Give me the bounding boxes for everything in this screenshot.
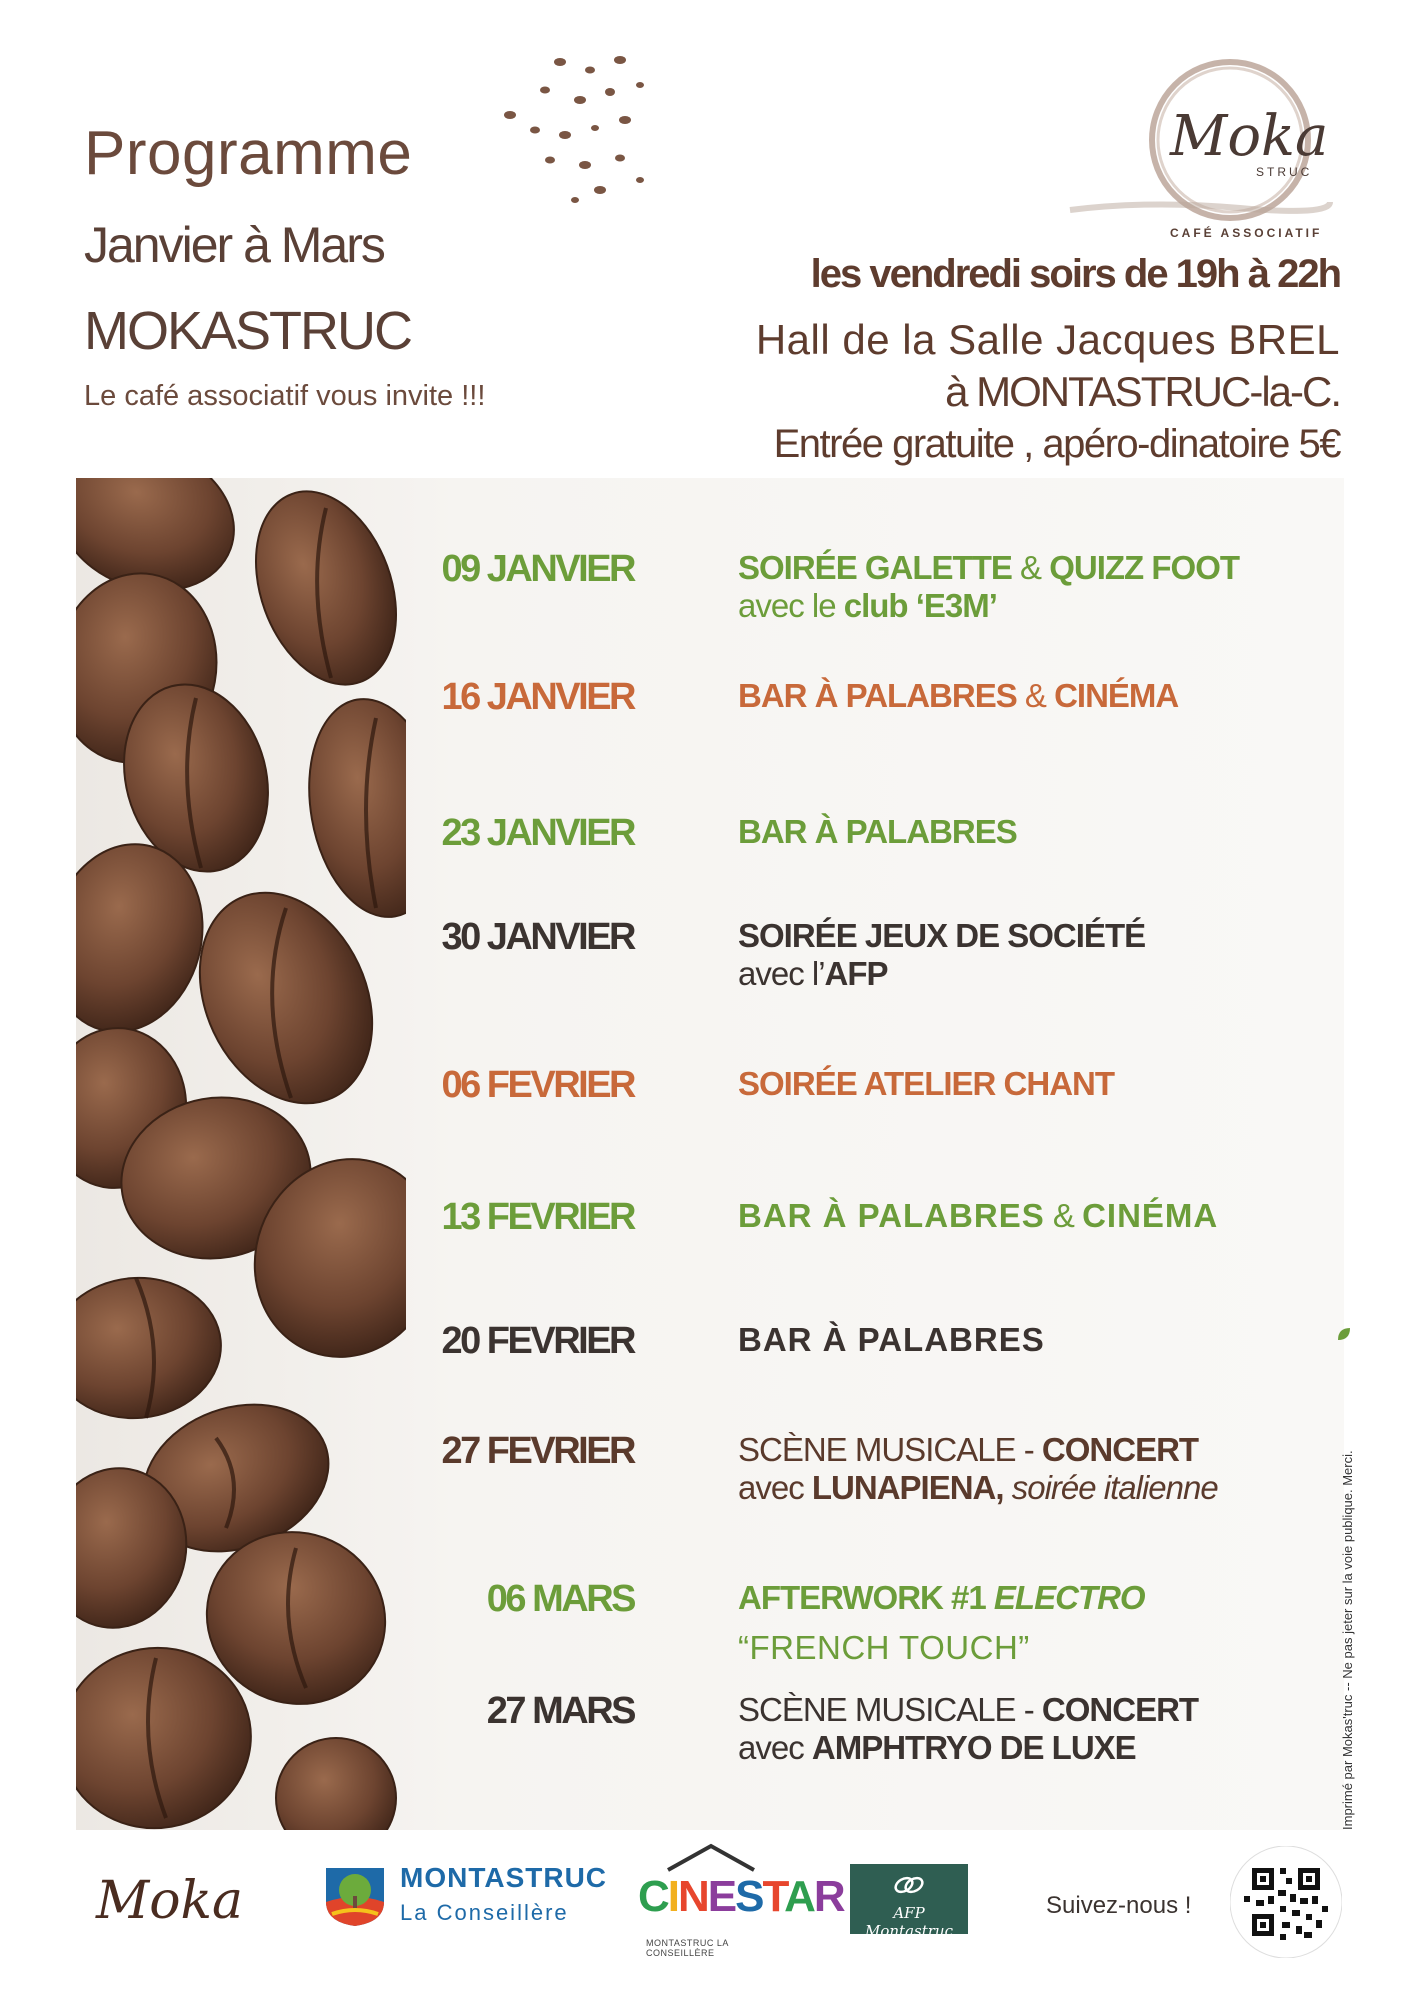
event-title-ampersand: & [1016,677,1055,714]
event-title-part: BAR À PALABRES [738,1197,1045,1234]
footer-moka-logo [90,1860,260,1940]
afp-label: AFP Montastruc [865,1904,953,1940]
coffee-beans-image [76,478,406,1830]
event-subtitle-part: avec le [738,587,844,624]
leaf-icon [1336,1326,1352,1342]
event-title-part: CONCERT [1041,1691,1199,1728]
event-subtitle-bold: AMPHTRYO DE LUXE [811,1729,1136,1766]
event-subtitle-bold: AFP [824,955,888,992]
event-title [738,548,1239,588]
event-title [738,916,1145,956]
event-date: 16 JANVIER [441,676,634,718]
event-title-ampersand: & [1011,549,1050,586]
montastruc-title: MONTASTRUC [400,1862,608,1893]
event-title-part: SOIRÉE JEUX DE SOCIÉTÉ [738,917,1146,954]
event-title [738,1320,1045,1360]
event-subtitle [738,1628,1030,1668]
event-date: 27 FEVRIER [441,1430,634,1472]
event-title [738,812,1017,852]
venue-text: Hall de la Salle Jacques BREL [755,316,1340,363]
event-title [738,1196,1218,1236]
event-subtitle-italic: soirée italienne [1003,1469,1218,1506]
brand-name: MOKASTRUC [84,301,412,361]
cinestar-title: CINESTAR [638,1872,844,1921]
afp-logo [850,1864,968,1940]
event-subtitle [738,1468,1218,1508]
price-text: Entrée gratuite , apéro-dinatoire 5€ [773,422,1340,466]
event-subtitle-part: avec [738,1469,812,1506]
event-subtitle-bold: LUNAPIENA, [811,1469,1004,1506]
cinestar-logo [636,1842,844,1958]
qr-code[interactable] [1230,1846,1342,1958]
event-date: 30 JANVIER [441,916,634,958]
town-text: à MONTASTRUC-la-C. [945,368,1340,415]
event-subtitle [738,954,888,994]
period-subtitle: Janvier à Mars [84,217,384,273]
svg-text:Moka: Moka [1170,104,1329,169]
event-date: 06 FEVRIER [441,1064,634,1106]
event-title [738,1690,1198,1730]
cinestar-subtitle: MONTASTRUC LA CONSEILLÈRE [646,1938,729,1958]
event-subtitle-part: “FRENCH TOUCH” [738,1629,1030,1666]
event-title-part: SCÈNE MUSICALE - [738,1691,1042,1728]
print-note: Imprimé par Mokas'truc -- Ne pas jeter sur la voie publique. Merci. [1340,1450,1355,1830]
event-date: 27 MARS [486,1690,634,1732]
event-date: 23 JANVIER [441,812,634,854]
logo-tagline: CAFÉ ASSOCIATIF [1170,226,1323,240]
scattered-beans-decoration [490,40,690,220]
event-subtitle-part: avec l’ [738,955,825,992]
event-title-part: CINÉMA [1054,677,1179,714]
montastruc-subtitle: La Conseillère [400,1900,569,1925]
house-roof-icon [664,1842,758,1872]
event-title-part: ELECTRO [993,1579,1145,1616]
event-title-part: AFTERWORK #1 [738,1579,994,1616]
event-title-part: BAR À PALABRES [738,813,1017,850]
moka-logo [1060,50,1340,240]
event-subtitle-part: avec [738,1729,812,1766]
event-subtitle-bold: club ‘E3M’ [843,587,997,624]
svg-text:Moka: Moka [96,1871,244,1931]
event-title-part: SOIRÉE GALETTE [738,549,1012,586]
montastruc-logo [322,1856,608,1936]
event-title-part: BAR À PALABRES [738,677,1017,714]
svg-text:STRUC: STRUC [1256,165,1313,179]
event-title-part: SCÈNE MUSICALE - [738,1431,1042,1468]
schedule-text: les vendredi soirs de 19h à 22h [810,252,1340,296]
link-icon [890,1870,928,1900]
event-title [738,1578,1145,1618]
event-date: 06 MARS [486,1578,634,1620]
event-title [738,1064,1114,1104]
montastruc-tree-icon [322,1862,388,1928]
event-title [738,1430,1198,1470]
event-subtitle [738,586,997,626]
event-title-part: QUIZZ FOOT [1049,549,1240,586]
event-title-part: CINÉMA [1082,1197,1219,1234]
event-title-part: SOIRÉE ATELIER CHANT [738,1065,1115,1102]
invite-text: Le café associatif vous invite !!! [84,380,486,412]
event-title-part: BAR À PALABRES [738,1321,1045,1358]
event-date: 13 FEVRIER [441,1196,634,1238]
follow-us-text: Suivez-nous ! [1046,1892,1192,1919]
event-title-part: CONCERT [1041,1431,1199,1468]
event-title [738,676,1178,716]
event-title-ampersand: & [1044,1197,1083,1234]
event-date: 20 FEVRIER [441,1320,634,1362]
event-subtitle [738,1728,1136,1768]
page-title: Programme [84,119,413,188]
event-date: 09 JANVIER [441,548,634,590]
